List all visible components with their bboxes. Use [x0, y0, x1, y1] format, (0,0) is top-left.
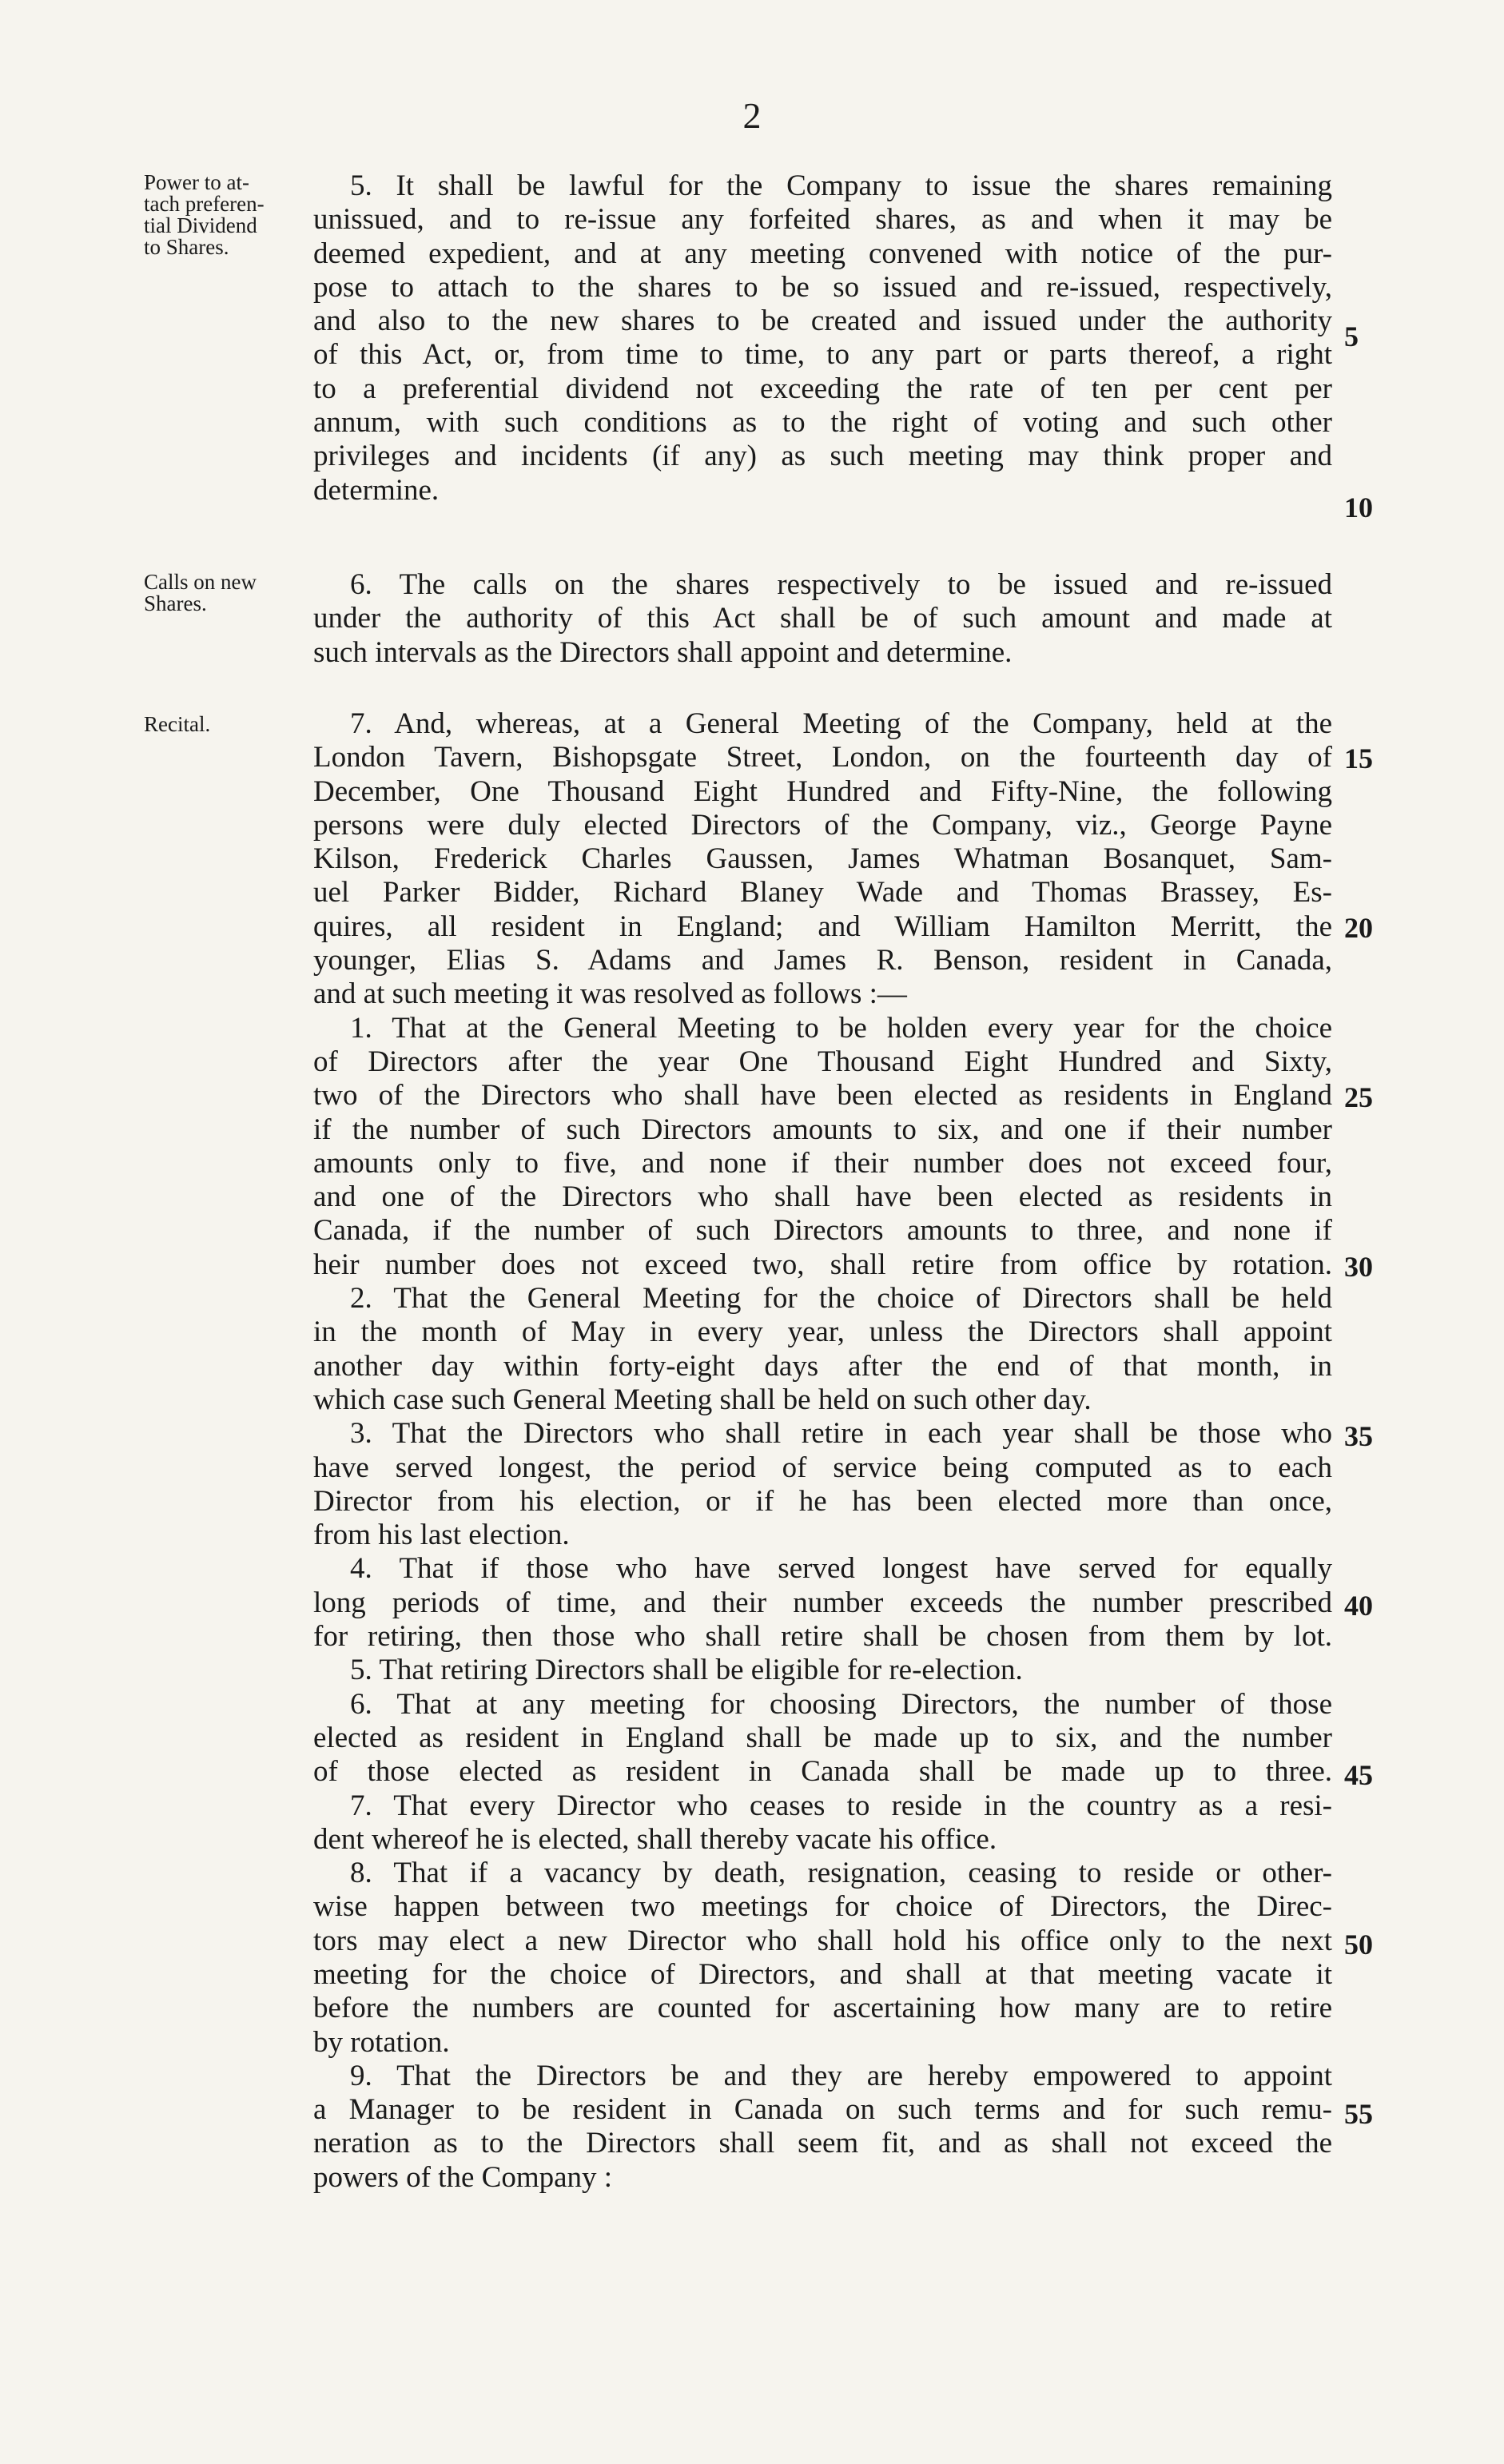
margin-note-line: to Shares.	[144, 235, 229, 259]
text-line: determine.	[313, 473, 440, 507]
text-line: of this Act, or, from time to time, to any part or parts thereof, a right	[313, 338, 1332, 372]
text-line: 3. That the Directors who shall retire in each year shall be those who	[350, 1417, 1332, 1451]
text-line: 1. That at the General Meeting to be holden every year for the choice	[350, 1011, 1332, 1045]
text-line: meeting for the choice of Directors, and shall at that meeting vacate it	[313, 1957, 1332, 1991]
text-line: before the numbers are counted for ascertaining how many are to retire	[313, 1992, 1332, 2025]
text-line: dent whereof he is elected, shall thereby vacate his office.	[313, 1822, 997, 1856]
margin-note-line: Calls on new	[144, 570, 257, 594]
text-line: amounts only to five, and none if their number does not exceed four,	[313, 1146, 1332, 1180]
text-line: uel Parker Bidder, Richard Blaney Wade and Thomas Brassey, Es-	[313, 876, 1332, 910]
line-number-35: 35	[1344, 1420, 1373, 1452]
text-line: and at such meeting it was resolved as follows :—	[313, 977, 907, 1011]
margin-note-line: tial Dividend	[144, 213, 257, 237]
line-number-55: 55	[1344, 2098, 1373, 2130]
line-number-30: 30	[1344, 1251, 1373, 1283]
section-7-text	[313, 707, 1332, 2195]
text-line: December, One Thousand Eight Hundred and Fifty-Nine, the following	[313, 774, 1332, 808]
text-line: 8. That if a vacancy by death, resignation, ceasing to reside or other-	[350, 1857, 1332, 1890]
margin-note-power-to-attach	[144, 172, 312, 258]
margin-note-line: Recital.	[144, 712, 211, 736]
text-line: and also to the new shares to be created and issued under the authority	[313, 305, 1332, 338]
text-line: 7. That every Director who ceases to reside in the country as a resi-	[350, 1789, 1332, 1822]
line-number-5: 5	[1344, 320, 1359, 352]
text-line: powers of the Company :	[313, 2160, 613, 2194]
text-line: from his last election.	[313, 1519, 570, 1552]
line-number-45: 45	[1344, 1759, 1373, 1791]
text-line: 6. That at any meeting for choosing Directors, the number of those	[350, 1687, 1332, 1721]
text-line: tors may elect a new Director who shall hold his office only to the next	[313, 1924, 1332, 1957]
text-line: deemed expedient, and at any meeting convened with notice of the pur-	[313, 237, 1332, 270]
text-line: 6. The calls on the shares respectively to be issued and re-issued	[350, 568, 1332, 601]
text-line: Canada, if the number of such Directors amounts to three, and none if	[313, 1214, 1332, 1248]
text-line: under the authority of this Act shall be of such amount and made at	[313, 602, 1332, 635]
text-line: such intervals as the Directors shall appoint and determine.	[313, 635, 1013, 669]
text-line: London Tavern, Bishopsgate Street, London, on the fourteenth day of	[313, 741, 1332, 774]
text-line: 9. That the Directors be and they are hereby empowered to appoint	[350, 2059, 1332, 2092]
margin-note-line: Shares.	[144, 591, 207, 615]
text-line: neration as to the Directors shall seem fit, and as shall not exceed the	[313, 2127, 1332, 2160]
text-line: long periods of time, and their number exceeds the number prescribed	[313, 1586, 1332, 1619]
text-line: wise happen between two meetings for choice of Directors, the Direc-	[313, 1890, 1332, 1924]
text-line: heir number does not exceed two, shall retire from office by rotation.	[313, 1248, 1332, 1281]
margin-note-line: Power to at-	[144, 170, 249, 194]
section-6-text	[313, 568, 1332, 670]
text-line: 2. That the General Meeting for the choice of Directors shall be held	[350, 1282, 1332, 1316]
text-line: annum, with such conditions as to the right of voting and such other	[313, 406, 1332, 440]
line-number-25: 25	[1344, 1081, 1373, 1113]
text-line: Kilson, Frederick Charles Gaussen, James Whatman Bosanquet, Sam-	[313, 842, 1332, 876]
text-line: younger, Elias S. Adams and James R. Benson, resident in Canada,	[313, 944, 1332, 977]
section-5-text	[313, 169, 1332, 508]
text-line: unissued, and to re-issue any forfeited shares, as and when it may be	[313, 203, 1332, 237]
page-number: 2	[742, 95, 762, 136]
text-line: 7. And, whereas, at a General Meeting of the Company, held at the	[350, 707, 1332, 740]
line-number-50: 50	[1344, 1929, 1373, 1960]
text-line: a Manager to be resident in Canada on such terms and for such remu-	[313, 2093, 1332, 2127]
text-line: privileges and incidents (if any) as such meeting may think proper and	[313, 440, 1332, 473]
text-line: quires, all resident in England; and William Hamilton Merritt, the	[313, 910, 1332, 943]
text-line: by rotation.	[313, 2025, 450, 2059]
margin-note-recital	[144, 714, 312, 735]
text-line: persons were duly elected Directors of the Company, viz., George Payne	[313, 808, 1332, 842]
text-line: 4. That if those who have served longest have served for equally	[350, 1552, 1332, 1586]
text-line: for retiring, then those who shall retire shall be chosen from them by lot.	[313, 1620, 1332, 1654]
text-line: and one of the Directors who shall have been elected as residents in	[313, 1180, 1332, 1214]
margin-note-calls-on-new-shares	[144, 571, 312, 615]
line-number-15: 15	[1344, 742, 1373, 774]
text-line: if the number of such Directors amounts to six, and one if their number	[313, 1113, 1332, 1146]
line-number-20: 20	[1344, 912, 1373, 944]
text-line: of Directors after the year One Thousand Eight Hundred and Sixty,	[313, 1045, 1332, 1078]
text-line: 5. It shall be lawful for the Company to issue the shares remaining	[350, 169, 1332, 202]
text-line: pose to attach to the shares to be so issued and re-issued, respectively,	[313, 270, 1332, 304]
text-line: 5. That retiring Directors shall be eligible for re-election.	[350, 1654, 1023, 1687]
text-line: in the month of May in every year, unless the Directors shall appoint	[313, 1316, 1332, 1349]
text-line: Director from his election, or if he has been elected more than once,	[313, 1484, 1332, 1518]
text-line: elected as resident in England shall be made up to six, and the number	[313, 1721, 1332, 1754]
text-line: of those elected as resident in Canada shall be made up to three.	[313, 1755, 1332, 1789]
text-line: to a preferential dividend not exceeding the rate of ten per cent per	[313, 372, 1332, 405]
margin-note-line: tach preferen-	[144, 192, 265, 216]
line-number-10: 10	[1344, 492, 1373, 523]
line-number-40: 40	[1344, 1590, 1373, 1622]
text-line: two of the Directors who shall have been elected as residents in England	[313, 1079, 1332, 1113]
text-line: which case such General Meeting shall be held on such other day.	[313, 1383, 1092, 1416]
text-line: have served longest, the period of service being computed as to each	[313, 1451, 1332, 1484]
text-line: another day within forty-eight days after the end of that month, in	[313, 1349, 1332, 1383]
